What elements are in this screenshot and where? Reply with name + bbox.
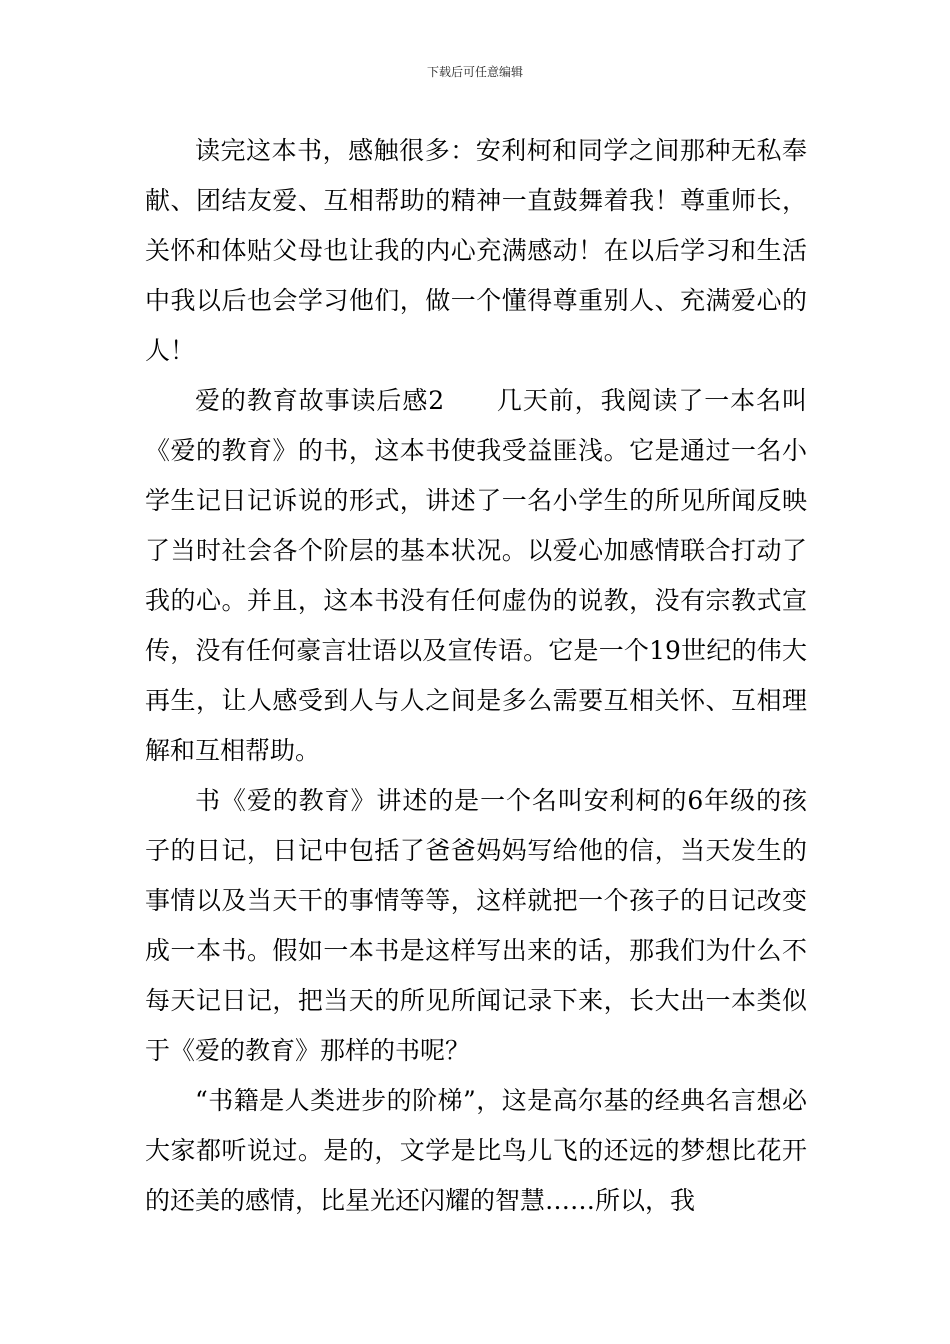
paragraph-3: 书《爱的教育》讲述的是一个名叫安利柯的6年级的孩子的日记，日记中包括了爸爸妈妈写给他的信，当天发生的事情以及当天干的事情等等，这样就把一个孩子的日记改变成一本书。假如一本书是这样写出来的话，那我们为什么不每天记日记，把当天的所见所闻记录下来，长大出一本类似于《爱的教育》那样的书呢？ [145,786,807,1065]
paragraph-2: 爱的教育故事读后感2 几天前，我阅读了一本名叫《爱的教育》的书，这本书使我受益匪浅。它是通过一名小学生记日记诉说的形式，讲述了一名小学生的所见所闻反映了当时社会各个阶层的基本状况。以爱心加感情联合打动了我的心。并且，这本书没有任何虚伪的说教，没有宗教式宣传，没有任何豪言壮语以及宣传语。它是一个19世纪的伟大再生，让人感受到人与人之间是多么需要互相关怀、互相理解和互相帮助。 [145,386,807,765]
header-note: 下载后可任意编辑 [426,65,523,79]
paragraph-1: 读完这本书，感触很多：安利柯和同学之间那种无私奉献、团结友爱、互相帮助的精神一直鼓舞着我！尊重师长，关怀和体贴父母也让我的内心充满感动！在以后学习和生活中我以后也会学习他们，做一个懂得尊重别人、充满爱心的人！ [145,136,807,365]
body-text [145,126,807,1226]
paragraph-4: “书籍是人类进步的阶梯”，这是高尔基的经典名言想必大家都听说过。是的，文学是比鸟儿飞的还远的梦想比花开的还美的感情，比星光还闪耀的智慧……所以，我 [145,1086,807,1215]
